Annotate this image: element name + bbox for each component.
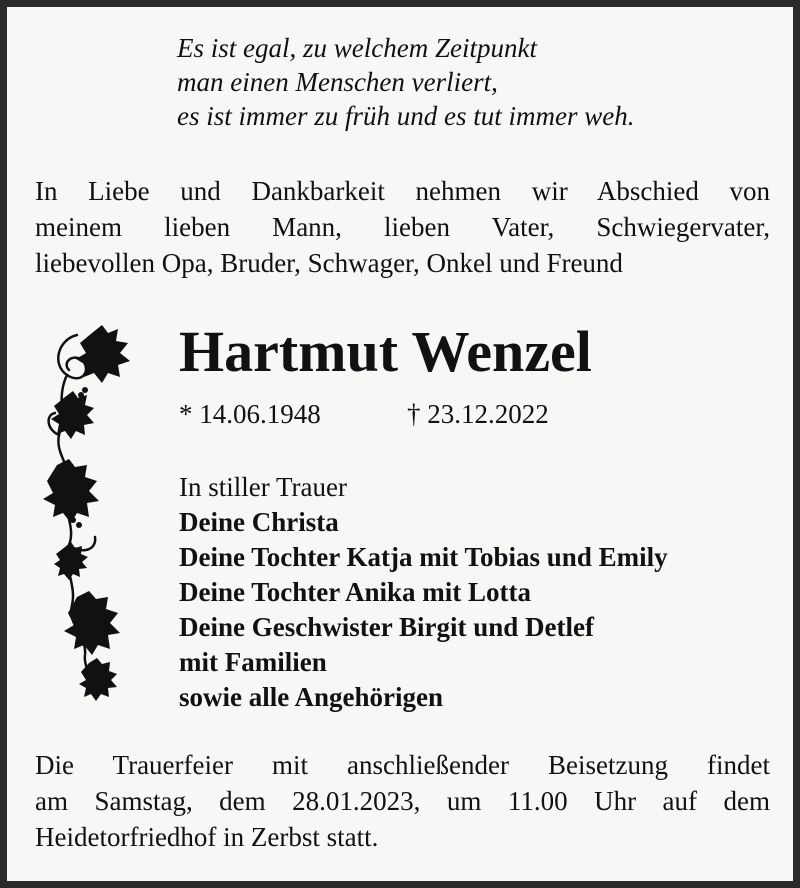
ceremony-details	[35, 747, 770, 855]
mourner-line: Deine Tochter Anika mit Lotta	[179, 577, 532, 607]
death-date: † 23.12.2022	[407, 399, 549, 429]
intro-line: liebevollen Opa, Bruder, Schwager, Onkel und Freund	[35, 248, 623, 278]
poem-line: Es ist egal, zu welchem Zeitpunkt	[177, 33, 537, 63]
intro-line: In Liebe und Dankbarkeit nehmen wir Abschied von	[35, 176, 770, 206]
mourner-line: Deine Geschwister Birgit und Detlef	[179, 612, 594, 642]
grapevine-icon	[37, 315, 147, 707]
mourner-line: sowie alle Angehörigen	[179, 682, 443, 712]
mourner-line: mit Familien	[179, 647, 327, 677]
mourner-line: Deine Tochter Katja mit Tobias und Emily	[179, 542, 668, 572]
ceremony-line: Die Trauerfeier mit anschließender Beisetzung findet	[35, 750, 770, 780]
ceremony-line: Heidetorfriedhof in Zerbst statt.	[35, 822, 379, 852]
poem-line: es ist immer zu früh und es tut immer weh.	[177, 101, 635, 131]
memorial-poem	[177, 31, 634, 133]
poem-line: man einen Menschen verliert,	[177, 67, 498, 97]
obituary-notice	[7, 7, 793, 881]
life-dates	[179, 397, 549, 431]
intro-line: meinem lieben Mann, lieben Vater, Schwiegervater,	[35, 212, 770, 242]
intro-text	[35, 173, 770, 281]
birth-date: * 14.06.1948	[179, 399, 321, 429]
deceased-name: Hartmut Wenzel	[179, 319, 592, 384]
mourners-list	[179, 470, 668, 715]
ceremony-line: am Samstag, dem 28.01.2023, um 11.00 Uhr auf dem	[35, 786, 770, 816]
mourner-line: Deine Christa	[179, 507, 339, 537]
mourners-heading: In stiller Trauer	[179, 472, 347, 502]
